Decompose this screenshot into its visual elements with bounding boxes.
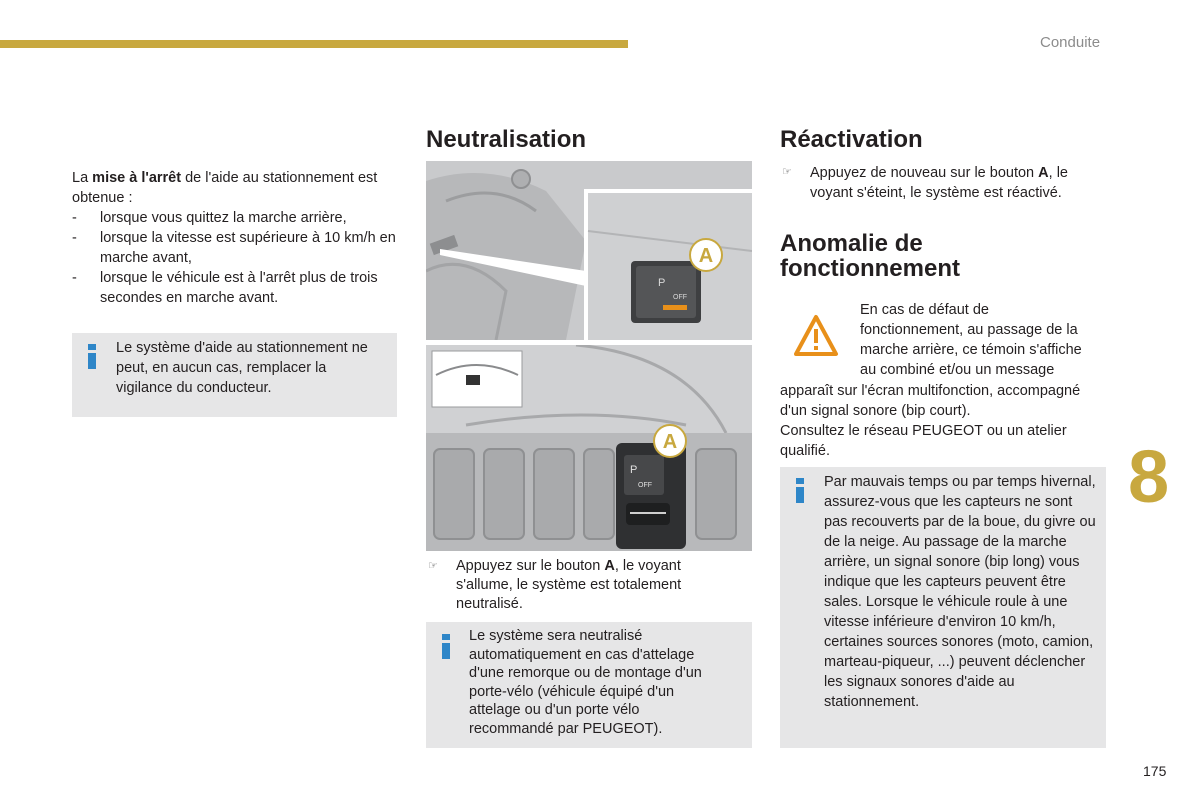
- info-icon: [88, 344, 96, 369]
- pointer-icon: ☞: [428, 560, 438, 572]
- info-icon: [442, 634, 450, 659]
- svg-text:OFF: OFF: [673, 294, 687, 301]
- anomalie-text: apparaît sur l'écran multifonction, accompagné d'un signal sonore (bip court). Consultez le réseau PEUGEOT ou un atelier qualifié.: [780, 383, 1081, 459]
- dashboard-figure-bottom: [426, 345, 752, 551]
- warning-text: En cas de défaut de fonctionnement, au passage de la marche arrière, ce témoin s'affiche au combiné et/ou un message: [860, 302, 1082, 378]
- list-item: - lorsque le véhicule est à l'arrêt plus de trois secondes en marche avant.: [72, 270, 378, 306]
- list-item: - lorsque vous quittez la marche arrière,: [72, 210, 347, 226]
- info-box-neutralisation: [426, 622, 752, 748]
- pointer-icon: ☞: [782, 166, 792, 178]
- header-accent-bar: [0, 40, 628, 48]
- list-item: - lorsque la vitesse est supérieure à 10 km/h en marche avant,: [72, 230, 396, 266]
- info-box-anomalie: [780, 467, 1106, 748]
- section-title: Conduite: [1040, 34, 1101, 51]
- dashboard-illustration: [426, 161, 752, 340]
- warning-icon: [793, 314, 839, 358]
- info-box-left: [72, 333, 397, 417]
- svg-text:P: P: [630, 464, 638, 476]
- dashboard-figure-top: [426, 161, 752, 340]
- reactivation-title: Réactivation: [780, 126, 923, 153]
- svg-text:P: P: [658, 277, 666, 289]
- info-text: Le système sera neutralisé automatiquement en cas d'attelage d'une remorque ou de montage d'un porte-vélo (véhicule équipé d'un attelage ou d'un porte vélo recommandé par PEUGEOT).: [469, 628, 702, 737]
- info-text: Le système d'aide au stationnement ne peut, en aucun cas, remplacer la vigilance du conducteur.: [116, 340, 368, 396]
- intro-text: La mise à l'arrêt de l'aide au stationnement est obtenue : - lorsque vous quittez la marche arrière, - lorsque la vitesse est supérieure à 10 km/h en marche avant, - lorsque le véhicule est à l'arrêt plus de trois secondes en marche avant.: [72, 168, 402, 308]
- reactivation-step: ☞ Appuyez de nouveau sur le bouton A, le voyant s'éteint, le système est réactivé.: [782, 165, 1068, 201]
- svg-text:A: A: [698, 245, 714, 267]
- svg-text:A: A: [662, 431, 678, 453]
- svg-text:OFF: OFF: [638, 482, 652, 489]
- info-icon: [796, 478, 804, 503]
- info-text: Par mauvais temps ou par temps hivernal, assurez-vous que les capteurs ne sont pas recouverts par de la boue, du givre ou de la neige. Au passage de la marche arrière, un signal sonore (bip long) vous indique que les capteurs peuvent être sales. Lorsque le véhicule roule à une vitesse inférieure d'environ 10 km/h, certaines sources sonores (moto, camion, marteau-piqueur, ...) peuvent déclencher les signaux sonores d'aide au stationnement.: [824, 474, 1096, 710]
- chapter-number: 8: [1128, 435, 1170, 518]
- neutralisation-step: ☞ Appuyez sur le bouton A, le voyant s'allume, le système est totalement neutralisé.: [428, 558, 682, 612]
- anomalie-title: Anomalie de fonctionnement: [780, 230, 960, 283]
- page-number: 175: [1143, 763, 1167, 779]
- neutralisation-title: Neutralisation: [426, 126, 587, 153]
- console-illustration: [426, 345, 752, 551]
